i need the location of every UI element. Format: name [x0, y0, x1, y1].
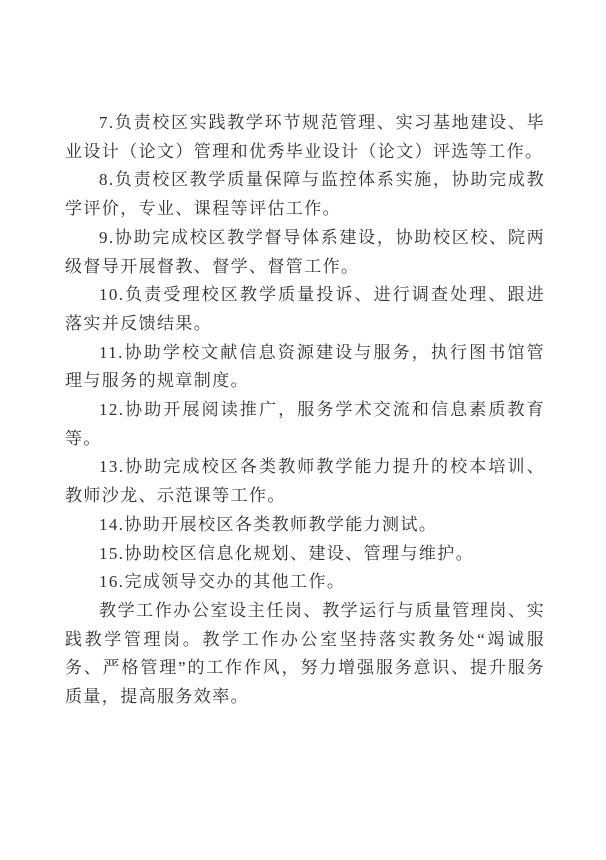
- paragraph-item-7: 7.负责校区实践教学环节规范管理、实习基地建设、毕业设计（论文）管理和优秀毕业设计（论文）评选等工作。: [65, 113, 545, 161]
- paragraph-item-10: 10.负责受理校区教学质量投诉、进行调查处理、跟进落实并反馈结果。: [65, 285, 545, 333]
- paragraph-item-8: 8.负责校区教学质量保障与监控体系实施，协助完成教学评价，专业、课程等评估工作。: [65, 170, 545, 219]
- paragraph-item-11: 11.协助学校文献信息资源建设与服务，执行图书馆管理与服务的规章制度。: [65, 342, 545, 391]
- paragraph-item-14: 14.协助开展校区各类教师教学能力测试。: [99, 514, 438, 534]
- paragraph-item-13: 13.协助完成校区各类教师教学能力提升的校本培训、教师沙龙、示范课等工作。: [65, 457, 545, 506]
- paragraph-closing: 教学工作办公室设主任岗、教学运行与质量管理岗、实践教学管理岗。教学工作办公室坚持落实教务处“竭诚服务、严格管理”的工作作风，努力增强服务意识、提升服务质量，提高服务效率。: [65, 600, 545, 707]
- paragraph-item-9: 9.协助完成校区教学督导体系建设，协助校区校、院两级督导开展督教、督学、督管工作。: [65, 227, 545, 276]
- paragraph-item-12: 12.协助开展阅读推广，服务学术交流和信息素质教育等。: [65, 400, 545, 448]
- paragraph-item-16: 16.完成领导交办的其他工作。: [99, 572, 346, 592]
- paragraph-item-15: 15.协助校区信息化规划、建设、管理与维护。: [99, 543, 475, 563]
